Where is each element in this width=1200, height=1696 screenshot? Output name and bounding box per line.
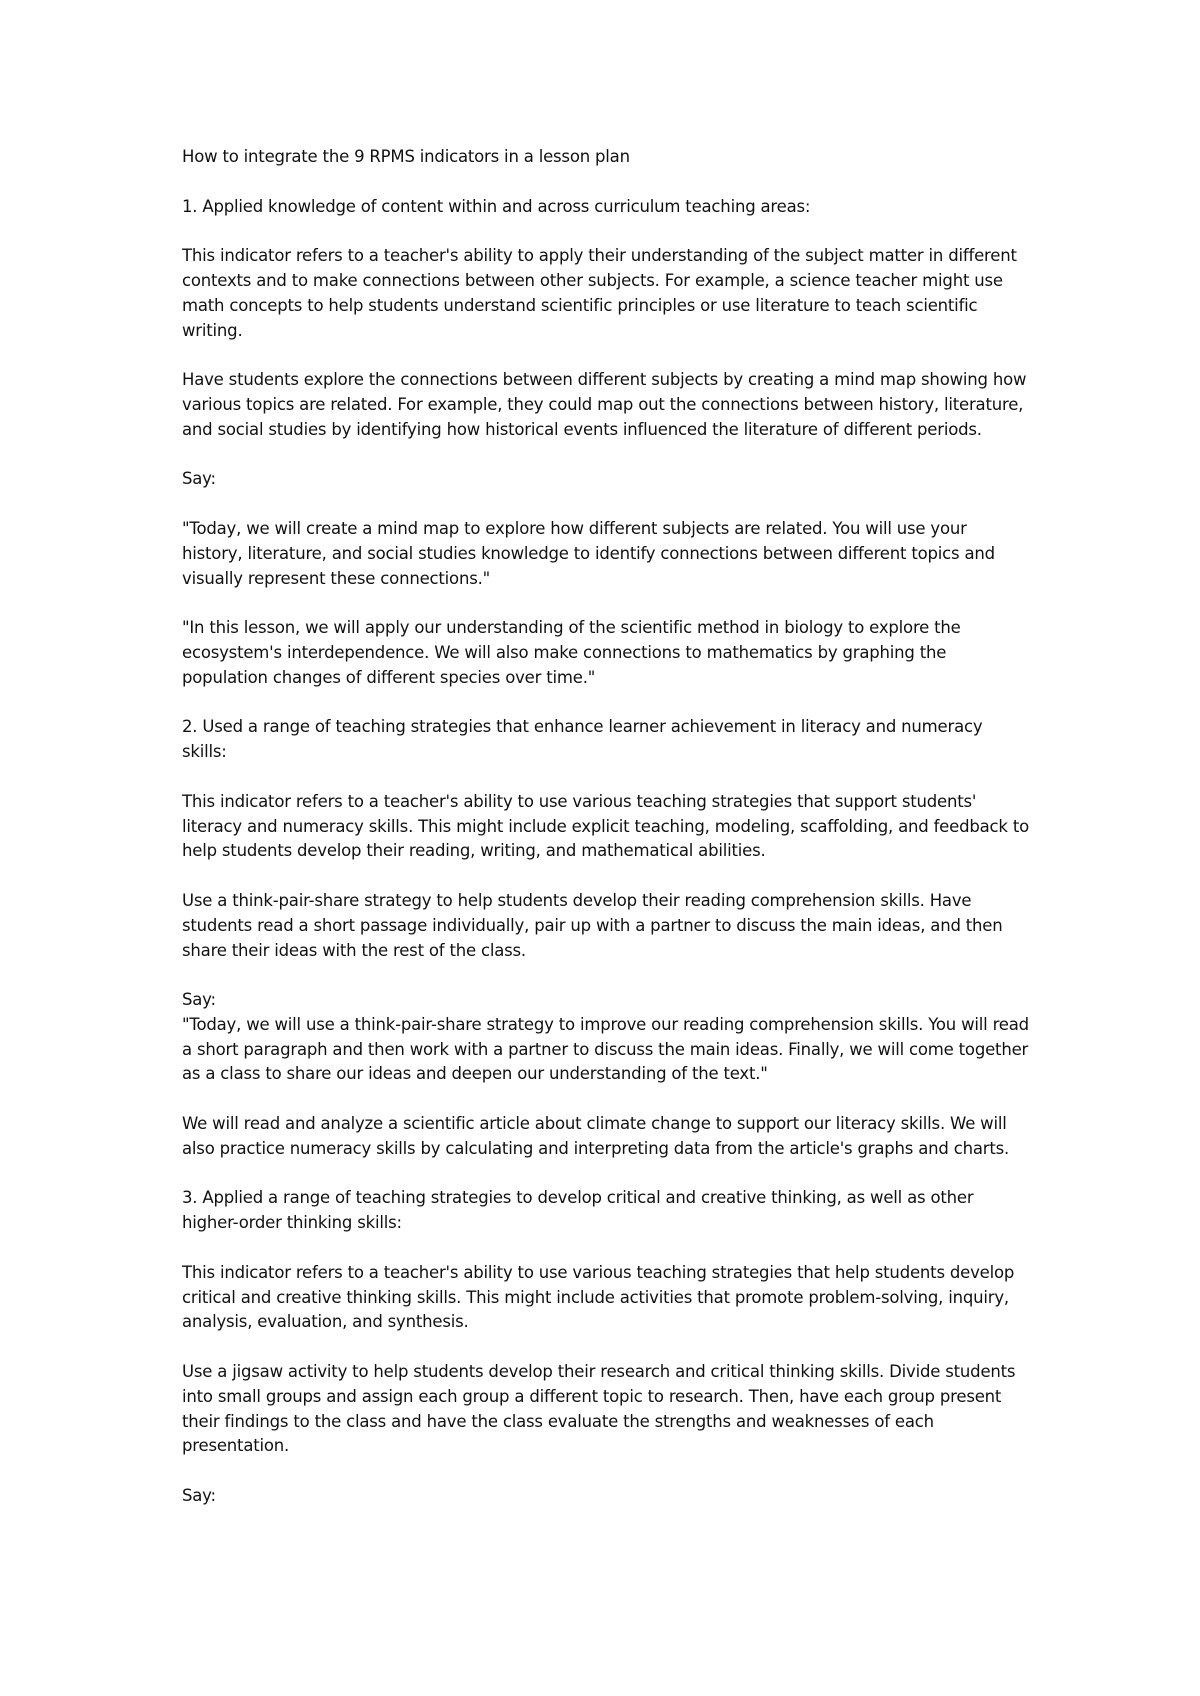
indicator-3-activity: Use a jigsaw activity to help students develop their research and critical thinking skills. Divide students into small groups and assign each group a different topic to research. Then, have each group present their findings to the class and have the class evaluate the strengths and weaknesses of each presentation. [182,1362,1021,1456]
indicator-3-heading: 3. Applied a range of teaching strategies to develop critical and creative thinking, as well as other higher-order thinking skills: [182,1188,979,1233]
say-label: Say: [182,990,216,1010]
indicator-2-quote-1: "Today, we will use a think-pair-share strategy to improve our reading comprehension skills. You will read a short paragraph and then work with a partner to discuss the main ideas. Finally, we will come together as a class to share our ideas and deepen our understanding of the text." [182,1014,1034,1084]
say-label: Say: [182,1486,216,1506]
indicator-1-quote-1: "Today, we will create a mind map to explore how different subjects are related. You will use your history, literature, and social studies knowledge to identify connections between different topics and visually represent these connections." [182,518,1000,588]
say-label: Say: [182,469,216,489]
indicator-2-heading: 2. Used a range of teaching strategies that enhance learner achievement in literacy and numeracy skills: [182,717,988,762]
indicator-3-description: This indicator refers to a teacher's ability to use various teaching strategies that help students develop critical and creative thinking skills. This might include activities that promote problem-solving, inquiry, analysis, evaluation, and synthesis. [182,1262,1020,1332]
indicator-1-description: This indicator refers to a teacher's ability to apply their understanding of the subject matter in different contexts and to make connections between other subjects. For example, a science teacher might use math concepts to help students understand scientific principles or use literature to teach scientific writing. [182,246,1022,340]
indicator-2-quote-2: We will read and analyze a scientific article about climate change to support our literacy skills. We will also practice numeracy skills by calculating and interpreting data from the article's graphs and charts. [182,1114,1012,1158]
indicator-2-activity: Use a think-pair-share strategy to help students develop their reading comprehension skills. Have students read a short passage individually, pair up with a partner to discuss the main ideas, and then share their ideas with the rest of the class. [182,890,1008,960]
document-title: How to integrate the 9 RPMS indicators in a lesson plan [182,147,630,166]
document-body [182,145,1035,1534]
indicator-2-description: This indicator refers to a teacher's ability to use various teaching strategies that support students' literacy and numeracy skills. This might include explicit teaching, modeling, scaffolding, and feedback to help students develop their reading, writing, and mathematical abilities. [182,791,1035,861]
indicator-1-activity: Have students explore the connections between different subjects by creating a mind map showing how various topics are related. For example, they could map out the connections between history, literature, and social studies by identifying how historical events influenced the literature of different periods. [182,370,1032,439]
indicator-1-quote-2: "In this lesson, we will apply our understanding of the scientific method in biology to explore the ecosystem's interdependence. We will also make connections to mathematics by graphing the population changes of different species over time." [182,618,966,687]
indicator-1-heading: 1. Applied knowledge of content within and across curriculum teaching areas: [182,196,811,216]
